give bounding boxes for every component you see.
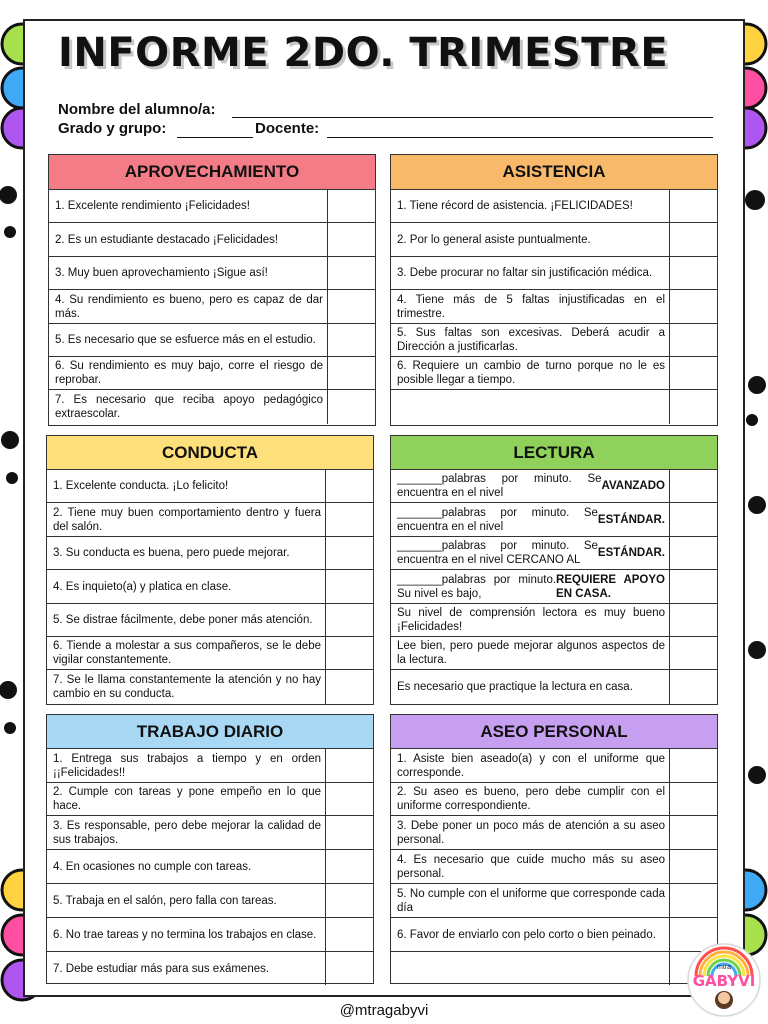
criterion-text: 1. Excelente rendimiento ¡Felicidades! xyxy=(55,200,250,212)
table-row xyxy=(49,357,375,390)
table-row xyxy=(47,783,373,816)
criterion-text: 5. Sus faltas son excesivas. Deberá acudir a Dirección a justificarlas. xyxy=(397,327,665,353)
check-box[interactable] xyxy=(325,816,373,849)
check-box[interactable] xyxy=(325,884,373,917)
table-row xyxy=(47,570,373,604)
grade-group-field[interactable] xyxy=(177,137,253,138)
table-row xyxy=(47,537,373,570)
criterion-text: 7. Se le llama constantemente la atención y no hay cambio en su conducta. xyxy=(53,674,321,700)
table-row xyxy=(49,290,375,324)
check-box[interactable] xyxy=(327,357,375,389)
table-row xyxy=(391,257,717,290)
criterion-text: 5. Se distrae fácilmente, debe poner más atención. xyxy=(53,614,313,626)
check-box[interactable] xyxy=(669,257,717,289)
section-title-lectura: LECTURA xyxy=(391,436,717,470)
section-title-conducta: CONDUCTA xyxy=(47,436,373,470)
table-row xyxy=(391,290,717,324)
criterion-text: 2. Tiene muy buen comportamiento dentro y fuera del salón. xyxy=(53,506,321,533)
table-row xyxy=(47,470,373,503)
criterion-text: 4. Es inquieto(a) y platica en clase. xyxy=(53,580,232,593)
criterion-text: 6. Requiere un cambio de turno porque no le es posible llegar a tiempo. xyxy=(397,360,665,386)
table-row xyxy=(49,324,375,357)
section-trabajo xyxy=(46,714,374,984)
grade-group-label: Grado y grupo: xyxy=(58,120,167,137)
criterion-text: 3. Su conducta es buena, pero puede mejorar. xyxy=(53,547,290,559)
check-box[interactable] xyxy=(669,190,717,222)
check-box[interactable] xyxy=(325,783,373,815)
table-row xyxy=(391,604,717,637)
criterion-text: 2. Por lo general asiste puntualmente. xyxy=(397,233,591,246)
criterion-text: 4. Su rendimiento es bueno, pero es capaz de dar más. xyxy=(55,293,323,320)
check-box[interactable] xyxy=(325,670,373,704)
check-box[interactable] xyxy=(669,223,717,256)
criterion-text: 6. Favor de enviarlo con pelo corto o bien peinado. xyxy=(397,928,656,941)
check-box[interactable] xyxy=(669,884,717,917)
teacher-field[interactable] xyxy=(327,137,713,138)
table-row xyxy=(49,390,375,424)
table-row xyxy=(47,749,373,783)
table-row xyxy=(47,816,373,850)
criterion-text: 1. Tiene récord de asistencia. ¡FELICIDADES! xyxy=(397,200,633,212)
check-box[interactable] xyxy=(669,503,717,536)
table-row xyxy=(49,223,375,257)
table-row xyxy=(47,884,373,918)
check-box[interactable] xyxy=(669,357,717,389)
criterion-text: 1. Asiste bien aseado(a) y con el uniforme que corresponde. xyxy=(397,752,665,779)
check-box[interactable] xyxy=(669,570,717,603)
section-title-aprovechamiento: APROVECHAMIENTO xyxy=(49,155,375,190)
criterion-text: 4. Tiene más de 5 faltas injustificadas en el trimestre. xyxy=(397,293,665,320)
section-asistencia xyxy=(390,154,718,426)
check-box[interactable] xyxy=(669,537,717,569)
check-box[interactable] xyxy=(327,290,375,323)
table-row xyxy=(391,637,717,670)
criterion-text: 1. Excelente conducta. ¡Lo felicito! xyxy=(53,480,229,492)
teacher-label: Docente: xyxy=(255,120,320,137)
criterion-text: 5. No cumple con el uniforme que corresponde cada día xyxy=(397,887,665,914)
table-row xyxy=(391,537,717,570)
student-name-field[interactable] xyxy=(232,117,713,118)
criterion-text: 6. Su rendimiento es muy bajo, corre el riesgo de reprobar. xyxy=(55,360,323,386)
section-title-aseo: ASEO PERSONAL xyxy=(391,715,717,749)
criterion-text: 7. Debe estudiar más para sus exámenes. xyxy=(53,962,270,975)
criterion-text: 5. Es necesario que se esfuerce más en el estudio. xyxy=(55,334,316,346)
section-aprovechamiento xyxy=(48,154,376,426)
criterion-text: Su nivel de comprensión lectora es muy bueno ¡Felicidades! xyxy=(397,607,665,633)
table-row xyxy=(391,570,717,604)
check-box[interactable] xyxy=(325,918,373,951)
table-row xyxy=(47,952,373,985)
table-row xyxy=(47,637,373,670)
section-title-trabajo: TRABAJO DIARIO xyxy=(47,715,373,749)
table-row xyxy=(391,324,717,357)
criterion-text: 7. Es necesario que reciba apoyo pedagógico extraescolar. xyxy=(55,394,323,420)
criterion-text: 6. No trae tareas y no termina los trabajos en clase. xyxy=(53,928,317,941)
table-row xyxy=(391,390,717,424)
check-box[interactable] xyxy=(325,537,373,569)
section-lectura xyxy=(390,435,718,705)
footer-handle: @mtragabyvi xyxy=(339,1002,429,1019)
criterion-text: _______palabras por minuto. Su nivel es bajo, REQUIERE APOYO EN CASA. xyxy=(397,573,665,600)
check-box[interactable] xyxy=(327,257,375,289)
criterion-text: _______palabras por minuto. Se encuentra en el nivel AVANZADO xyxy=(397,473,665,499)
check-box[interactable] xyxy=(669,783,717,815)
criterion-text: 2. Cumple con tareas y pone empeño en lo que hace. xyxy=(53,786,321,812)
check-box[interactable] xyxy=(325,503,373,536)
table-row xyxy=(391,918,717,952)
table-row xyxy=(391,850,717,884)
logo-top-text: mtra xyxy=(717,964,731,971)
check-box[interactable] xyxy=(325,850,373,883)
table-row xyxy=(391,952,717,985)
criterion-text: 4. En ocasiones no cumple con tareas. xyxy=(53,860,252,873)
check-box[interactable] xyxy=(669,290,717,323)
criterion-text: Lee bien, pero puede mejorar algunos aspectos de la lectura. xyxy=(397,640,665,666)
check-box[interactable] xyxy=(327,390,375,424)
table-row xyxy=(47,918,373,952)
table-row xyxy=(391,783,717,816)
check-box[interactable] xyxy=(325,637,373,669)
check-box[interactable] xyxy=(327,223,375,256)
student-name-label: Nombre del alumno/a: xyxy=(58,101,216,118)
criterion-text: 3. Debe procurar no faltar sin justificación médica. xyxy=(397,267,653,279)
table-row xyxy=(49,257,375,290)
criterion-text: _______palabras por minuto. Se encuentra en el nivel CERCANO AL ESTÁNDAR. xyxy=(397,540,665,566)
check-box[interactable] xyxy=(669,470,717,502)
criterion-text xyxy=(391,390,669,424)
check-box[interactable] xyxy=(669,324,717,356)
criterion-text: 2. Su aseo es bueno, pero debe cumplir con el uniforme correspondiente. xyxy=(397,786,665,812)
table-row xyxy=(391,670,717,704)
criterion-text: _______palabras por minuto. Se encuentra en el nivel ESTÁNDAR. xyxy=(397,506,665,533)
table-row xyxy=(391,190,717,223)
section-aseo xyxy=(390,714,718,984)
check-box[interactable] xyxy=(669,816,717,849)
check-box[interactable] xyxy=(325,470,373,502)
check-box[interactable] xyxy=(327,324,375,356)
criterion-text: 1. Entrega sus trabajos a tiempo y en orden ¡¡Felicidades!! xyxy=(53,752,321,779)
criterion-text: 3. Es responsable, pero debe mejorar la calidad de sus trabajos. xyxy=(53,819,321,846)
table-row xyxy=(391,503,717,537)
table-row xyxy=(391,357,717,390)
criterion-text: 5. Trabaja en el salón, pero falla con tareas. xyxy=(53,894,277,907)
criterion-text: 6. Tiende a molestar a sus compañeros, se le debe vigilar constantemente. xyxy=(53,640,321,666)
check-box[interactable] xyxy=(669,637,717,669)
criterion-text: 2. Es un estudiante destacado ¡Felicidades! xyxy=(55,233,279,246)
section-conducta xyxy=(46,435,374,705)
check-box[interactable] xyxy=(669,749,717,782)
table-row xyxy=(391,223,717,257)
table-row xyxy=(49,190,375,223)
logo-name: GABYVI xyxy=(692,972,756,990)
criterion-text: Es necesario que practique la lectura en casa. xyxy=(397,681,633,693)
check-box[interactable] xyxy=(669,850,717,883)
check-box[interactable] xyxy=(325,749,373,782)
table-row xyxy=(47,850,373,884)
section-title-asistencia: ASISTENCIA xyxy=(391,155,717,190)
criterion-text xyxy=(391,952,669,985)
gabyvi-logo xyxy=(686,942,762,1018)
table-row xyxy=(391,884,717,918)
criterion-text: 4. Es necesario que cuide mucho más su aseo personal. xyxy=(397,853,665,880)
page-title: INFORME 2DO. TRIMESTRE xyxy=(58,30,669,76)
table-row xyxy=(47,503,373,537)
check-box[interactable] xyxy=(669,670,717,704)
criterion-text: 3. Debe poner un poco más de atención a su aseo personal. xyxy=(397,819,665,846)
table-row xyxy=(391,816,717,850)
check-box[interactable] xyxy=(325,952,373,985)
check-box[interactable] xyxy=(325,604,373,636)
check-box[interactable] xyxy=(669,390,717,424)
check-box[interactable] xyxy=(327,190,375,222)
table-row xyxy=(47,670,373,704)
check-box[interactable] xyxy=(669,604,717,636)
table-row xyxy=(391,749,717,783)
criterion-text: 3. Muy buen aprovechamiento ¡Sigue así! xyxy=(55,267,268,279)
table-row xyxy=(47,604,373,637)
check-box[interactable] xyxy=(325,570,373,603)
table-row xyxy=(391,470,717,503)
